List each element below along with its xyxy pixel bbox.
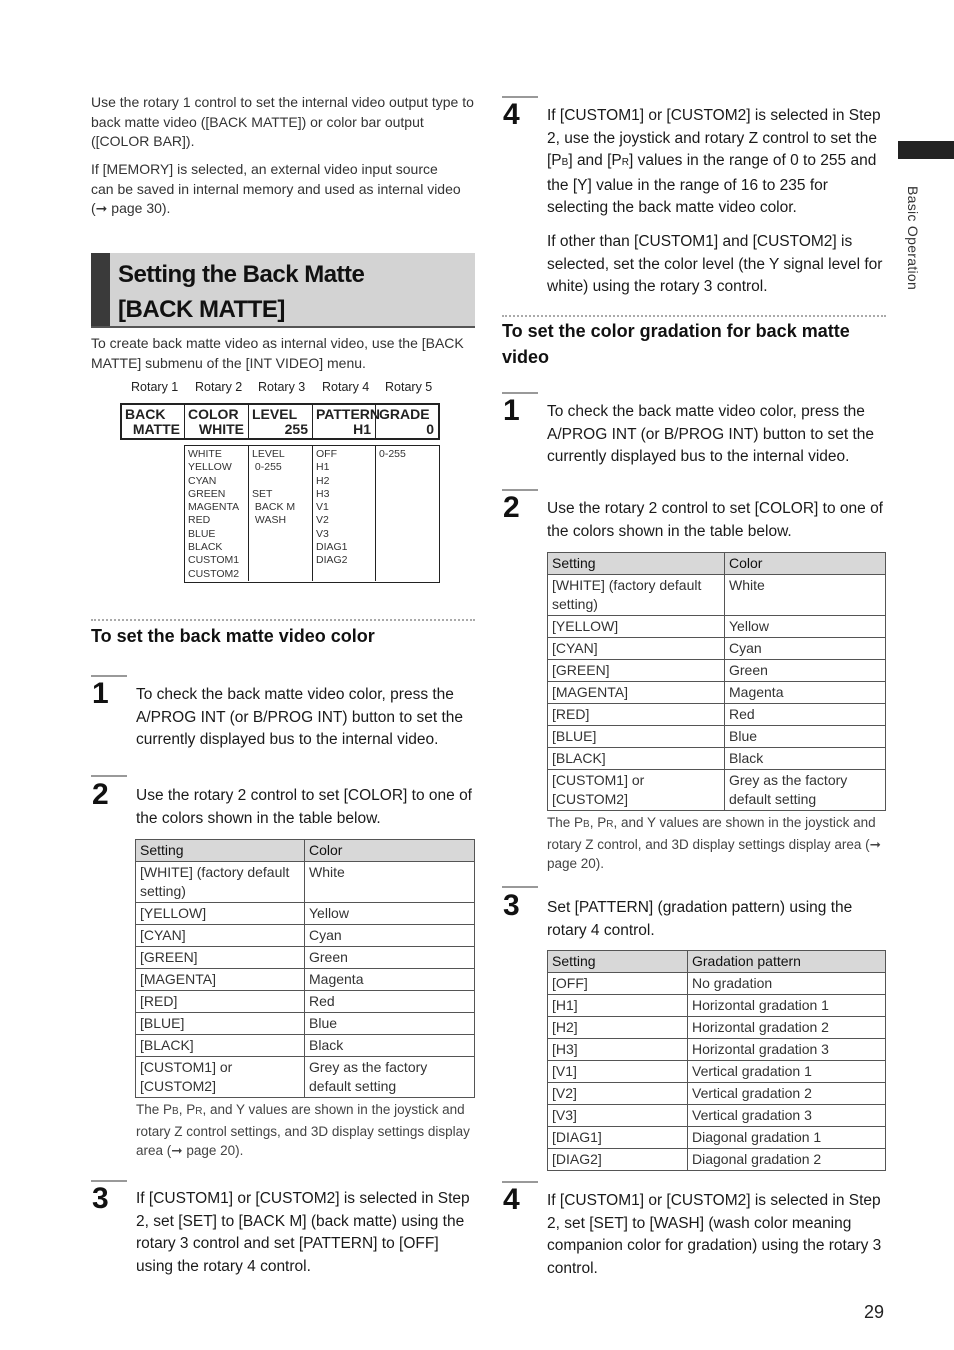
left-note: The PB, PR, and Y values are shown in the joystick and rotary Z control settings, and 3D display settings display area (➞ page 20). xyxy=(136,1102,470,1158)
table-row xyxy=(136,1035,475,1057)
table-row xyxy=(548,770,886,811)
table-cell: [DIAG1] xyxy=(548,1127,688,1149)
page-number: 29 xyxy=(864,1302,885,1322)
table-header-cell: Setting xyxy=(548,951,688,973)
table-row xyxy=(136,862,475,903)
table-header-cell: Setting xyxy=(548,553,725,575)
table-row xyxy=(136,925,475,947)
table-cell: [MAGENTA] xyxy=(548,682,725,704)
table-cell: [H3] xyxy=(548,1039,688,1061)
table-cell: Red xyxy=(725,704,886,726)
table-cell: [GREEN] xyxy=(548,660,725,682)
table-cell: Black xyxy=(305,1035,475,1057)
table-row xyxy=(548,1083,886,1105)
rotary-cell-4 xyxy=(313,405,381,438)
rotary-cell-4-bottom: H1 xyxy=(353,421,371,437)
section-header xyxy=(91,253,475,328)
color-table-left xyxy=(135,839,475,1098)
table-row xyxy=(136,1013,475,1035)
dotted-separator-left xyxy=(91,619,475,621)
option-item: V2 xyxy=(316,514,329,527)
color-table-right xyxy=(547,552,886,811)
rotary-cell-4-top: PATTERN xyxy=(316,406,381,422)
table-row xyxy=(548,704,886,726)
table-row xyxy=(548,1061,886,1083)
table-cell: Vertical gradation 2 xyxy=(688,1083,886,1105)
table-header-cell: Setting xyxy=(136,840,305,862)
grade-options xyxy=(376,446,438,581)
subhead-color-gradation: To set the color gradation for back matte video xyxy=(502,321,850,367)
table-cell: [YELLOW] xyxy=(548,616,725,638)
table-cell: [BLACK] xyxy=(136,1035,305,1057)
gradation-pattern-table xyxy=(547,950,886,1171)
table-cell: [WHITE] (factory default setting) xyxy=(548,575,725,616)
option-item xyxy=(252,475,312,488)
step-number: 3 xyxy=(503,889,520,922)
rotary-cell-3-bottom: 255 xyxy=(284,421,308,437)
option-item: BACK M xyxy=(252,501,296,514)
table-cell: [V2] xyxy=(548,1083,688,1105)
table-row xyxy=(548,1105,886,1127)
table-cell: [WHITE] (factory default setting) xyxy=(136,862,305,903)
step-rule xyxy=(91,775,127,777)
table-header-cell: Color xyxy=(725,553,886,575)
table-cell: Black xyxy=(725,748,886,770)
table-cell: Green xyxy=(725,660,886,682)
option-item: MAGENTA xyxy=(188,501,240,514)
rotary-cell-3 xyxy=(249,405,313,438)
option-item: DIAG1 xyxy=(316,541,348,554)
option-item: H2 xyxy=(316,474,330,487)
table-row xyxy=(136,903,475,925)
rotary-options xyxy=(184,445,440,583)
table-cell: Horizontal gradation 3 xyxy=(688,1039,886,1061)
option-item: 0-255 xyxy=(379,448,406,460)
rotary-cell-1-bottom: MATTE xyxy=(132,421,180,437)
option-item: CUSTOM1 xyxy=(188,554,240,567)
rotary-label-4: Rotary 4 xyxy=(322,380,370,394)
table-cell: Grey as the factory default setting xyxy=(305,1057,475,1098)
table-row xyxy=(548,973,886,995)
option-item: SET xyxy=(252,487,273,500)
right-gradation-step4-text: If [CUSTOM1] or [CUSTOM2] is selected in Step 2, set [SET] to [WASH] (wash color meaning companion color for gradation) using the rotary 3 control. xyxy=(547,1192,882,1277)
table-cell: Blue xyxy=(305,1013,475,1035)
step-number: 2 xyxy=(92,778,109,811)
table-cell: [CUSTOM1] or [CUSTOM2] xyxy=(136,1057,305,1098)
left-step2-text: Use the rotary 2 control to set [COLOR] to one of the colors shown in the table below. xyxy=(136,787,472,827)
color-options xyxy=(185,446,249,581)
intro-paragraph-1: Use the rotary 1 control to set the internal video output type to back matte video ([BACK MATTE]) or color bar output ([COLOR BAR]). xyxy=(91,94,474,149)
right-gradation-step2-text: Use the rotary 2 control to set [COLOR] to one of the colors shown in the table below. xyxy=(547,500,883,540)
rotary-cell-2 xyxy=(185,405,249,438)
table-row xyxy=(136,969,475,991)
table-cell: Magenta xyxy=(305,969,475,991)
table-row xyxy=(136,947,475,969)
table-cell: White xyxy=(305,862,475,903)
table-row xyxy=(548,748,886,770)
table-cell: No gradation xyxy=(688,973,886,995)
table-cell: Horizontal gradation 2 xyxy=(688,1017,886,1039)
option-item: DIAG2 xyxy=(316,554,348,567)
rotary-cell-5-bottom: 0 xyxy=(426,421,434,437)
table-cell: Green xyxy=(305,947,475,969)
section-title-line2: [BACK MATTE] xyxy=(118,296,285,323)
left-step3-text: If [CUSTOM1] or [CUSTOM2] is selected in Step 2, set [SET] to [BACK M] (back matte) using the rotary 3 control and set [PATTERN] to [OFF] using the rotary 4 control. xyxy=(136,1190,470,1275)
table-cell: Yellow xyxy=(725,616,886,638)
option-item: 0-255 xyxy=(252,461,282,474)
option-item: WASH xyxy=(252,514,287,527)
table-cell: [CUSTOM1] or [CUSTOM2] xyxy=(548,770,725,811)
right-gradation-step1-text: To check the back matte video color, press the A/PROG INT (or B/PROG INT) button to set the currently displayed bus to the internal video. xyxy=(547,403,875,465)
table-cell: Magenta xyxy=(725,682,886,704)
step-number: 1 xyxy=(92,677,109,710)
rotary-cell-5 xyxy=(376,405,438,438)
rotary-display xyxy=(120,403,440,440)
option-item: YELLOW xyxy=(188,461,232,474)
table-row xyxy=(548,1039,886,1061)
rotary-label-5: Rotary 5 xyxy=(385,380,433,394)
table-cell: [CYAN] xyxy=(136,925,305,947)
right-step4-paragraph-2: If other than [CUSTOM1] and [CUSTOM2] is selected, set the color level (the Y signal level for white) using the rotary 3 control. xyxy=(547,233,883,295)
table-cell: [GREEN] xyxy=(136,947,305,969)
table-cell: [H2] xyxy=(548,1017,688,1039)
option-item: WHITE xyxy=(188,448,222,460)
side-tab-marker xyxy=(898,141,954,159)
table-cell: [BLACK] xyxy=(548,748,725,770)
table-cell: [MAGENTA] xyxy=(136,969,305,991)
table-header-cell: Color xyxy=(305,840,475,862)
option-item: CUSTOM2 xyxy=(188,567,240,580)
right-step4-text: If [CUSTOM1] or [CUSTOM2] is selected in Step 2, use the joystick and rotary Z control to set the [PB] and [PR] values in the range of 0 to 255 and the [Y] value in the range of 16 to 235 for selecting the back matte video color. xyxy=(547,107,881,216)
table-cell: [V1] xyxy=(548,1061,688,1083)
step-rule xyxy=(502,886,538,888)
step-number: 4 xyxy=(503,1183,520,1216)
option-item: CYAN xyxy=(188,474,217,487)
right-gradation-step3-text: Set [PATTERN] (gradation pattern) using the rotary 4 control. xyxy=(547,899,853,939)
rotary-cell-2-bottom: WHITE xyxy=(198,421,244,437)
table-row xyxy=(136,1057,475,1098)
table-cell: [DIAG2] xyxy=(548,1149,688,1171)
option-item: BLACK xyxy=(188,541,223,554)
step-number: 4 xyxy=(503,98,520,131)
table-row xyxy=(548,1127,886,1149)
table-cell: Grey as the factory default setting xyxy=(725,770,886,811)
rotary-label-3: Rotary 3 xyxy=(258,380,306,394)
table-cell: [BLUE] xyxy=(548,726,725,748)
side-tab-label: Basic Operation xyxy=(905,186,921,291)
rotary-cell-1 xyxy=(122,405,185,438)
table-cell: [H1] xyxy=(548,995,688,1017)
section-title-line1: Setting the Back Matte xyxy=(118,261,365,288)
level-options xyxy=(249,446,313,581)
table-cell: Cyan xyxy=(305,925,475,947)
rotary-cell-3-top: LEVEL xyxy=(252,406,298,422)
intro-paragraph-2: If [MEMORY] is selected, an external video input source can be saved in internal memory and used as internal video (➞ page 30). xyxy=(91,161,461,216)
table-cell: Blue xyxy=(725,726,886,748)
table-row xyxy=(548,638,886,660)
table-cell: Diagonal gradation 2 xyxy=(688,1149,886,1171)
step-number: 3 xyxy=(92,1182,109,1215)
option-item: GREEN xyxy=(188,487,226,500)
table-row xyxy=(548,682,886,704)
table-cell: [OFF] xyxy=(548,973,688,995)
step-number: 1 xyxy=(503,394,520,427)
right-note: The PB, PR, and Y values are shown in the joystick and rotary Z control, and 3D display settings display area (➞ page 20). xyxy=(547,815,881,871)
section-header-bar xyxy=(91,253,110,326)
table-row xyxy=(136,991,475,1013)
table-cell: Diagonal gradation 1 xyxy=(688,1127,886,1149)
subhead-back-matte-color: To set the back matte video color xyxy=(91,626,375,646)
table-cell: Cyan xyxy=(725,638,886,660)
option-item: BLUE xyxy=(188,527,216,540)
step-number: 2 xyxy=(503,491,520,524)
table-row xyxy=(548,1149,886,1171)
table-cell: Vertical gradation 3 xyxy=(688,1105,886,1127)
dotted-separator-right xyxy=(502,315,886,317)
rotary-label-1: Rotary 1 xyxy=(131,380,179,394)
rotary-cell-5-top: GRADE xyxy=(379,406,430,422)
table-cell: Vertical gradation 1 xyxy=(688,1061,886,1083)
table-cell: Horizontal gradation 1 xyxy=(688,995,886,1017)
table-cell: [RED] xyxy=(548,704,725,726)
option-item: V1 xyxy=(316,501,329,514)
table-row xyxy=(548,726,886,748)
left-step1-text: To check the back matte video color, press the A/PROG INT (or B/PROG INT) button to set the currently displayed bus to the internal video. xyxy=(136,686,464,748)
table-header-cell: Gradation pattern xyxy=(688,951,886,973)
table-row xyxy=(548,660,886,682)
table-cell: [CYAN] xyxy=(548,638,725,660)
rotary-cell-2-top: COLOR xyxy=(188,406,239,422)
table-cell: Yellow xyxy=(305,903,475,925)
table-row xyxy=(548,616,886,638)
option-item: H1 xyxy=(316,461,330,474)
option-item: LEVEL xyxy=(252,448,285,460)
table-cell: White xyxy=(725,575,886,616)
rotary-cell-1-top: BACK xyxy=(125,406,166,422)
table-cell: [YELLOW] xyxy=(136,903,305,925)
option-item: H3 xyxy=(316,487,330,500)
table-row xyxy=(548,575,886,616)
option-item: OFF xyxy=(316,448,337,460)
table-cell: [RED] xyxy=(136,991,305,1013)
option-item: V3 xyxy=(316,527,329,540)
option-item: RED xyxy=(188,514,211,527)
pattern-options xyxy=(313,446,376,581)
table-row xyxy=(548,995,886,1017)
table-cell: [BLUE] xyxy=(136,1013,305,1035)
table-cell: Red xyxy=(305,991,475,1013)
table-row xyxy=(548,1017,886,1039)
section-intro: To create back matte video as internal video, use the [BACK MATTE] submenu of the [INT VIDEO] menu. xyxy=(91,335,464,371)
table-cell: [V3] xyxy=(548,1105,688,1127)
section-title xyxy=(118,257,364,327)
rotary-label-2: Rotary 2 xyxy=(195,380,243,394)
